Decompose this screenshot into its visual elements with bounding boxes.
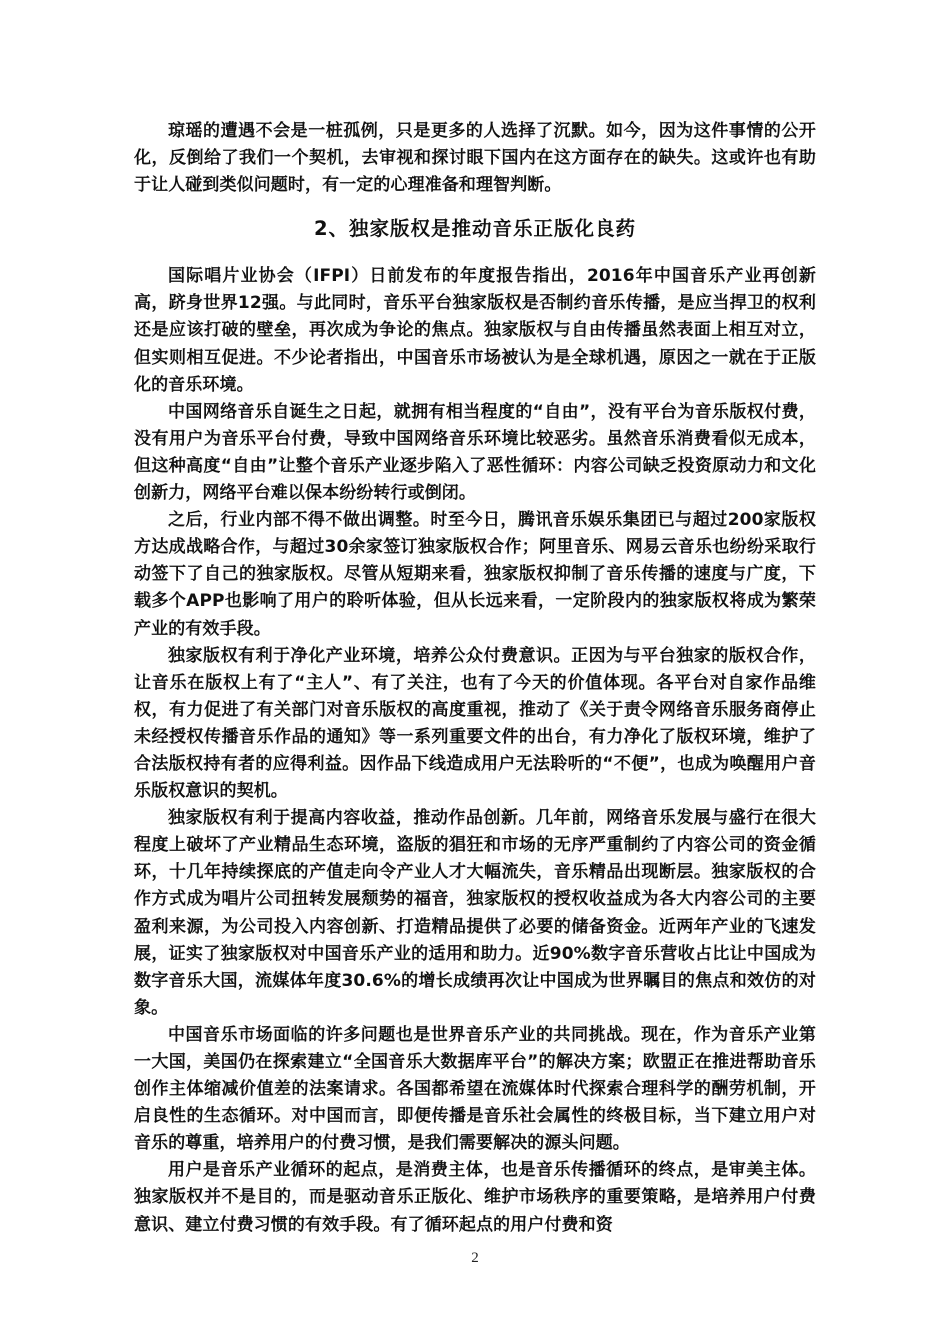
document-page: [134, 118, 816, 1239]
body-paragraph-2: 中国网络音乐自诞生之日起，就拥有相当程度的“自由”，没有平台为音乐版权付费，没有用户为音乐平台付费，导致中国网络音乐环境比较恶劣。虽然音乐消费看似无成本，但这种高度“自由”让整个音乐产业逐步陷入了恶性循环：内容公司缺乏投资原动力和文化创新力，网络平台难以保本纷纷转行或倒闭。: [134, 401, 816, 504]
body-paragraph-1: 国际唱片业协会（IFPI）日前发布的年度报告指出，2016年中国音乐产业再创新高，跻身世界12强。与此同时，音乐平台独家版权是否制约音乐传播，是应当捍卫的权利还是应该打破的壁垒，再次成为争论的焦点。独家版权与自由传播虽然表面上相互对立，但实则相互促进。不少论者指出，中国音乐市场被认为是全球机遇，原因之一就在于正版化的音乐环境。: [134, 266, 816, 395]
body-paragraph-4: 独家版权有利于净化产业环境，培养公众付费意识。正因为与平台独家的版权合作，让音乐在版权上有了“主人”、有了关注，也有了今天的价值体现。各平台对自家作品维权，有力促进了有关部门对音乐版权的高度重视，推动了《关于责令网络音乐服务商停止未经授权传播音乐作品的通知》等一系列重要文件的出台，有力净化了版权环境，维护了合法版权持有者的应得利益。因作品下线造成用户无法聆听的“不便”，也成为唤醒用户音乐版权意识的契机。: [134, 645, 816, 802]
body-paragraph-3: 之后，行业内部不得不做出调整。时至今日，腾讯音乐娱乐集团已与超过200家版权方达成战略合作，与超过30余家签订独家版权合作；阿里音乐、网易云音乐也纷纷采取行动签下了自己的独家版权。尽管从短期来看，独家版权抑制了音乐传播的速度与广度，下载多个APP也影响了用户的聆听体验，但从长远来看，一定阶段内的独家版权将成为繁荣产业的有效手段。: [134, 510, 816, 639]
intro-paragraph: 琼瑶的遭遇不会是一桩孤例，只是更多的人选择了沉默。如今，因为这件事情的公开化，反倒给了我们一个契机，去审视和探讨眼下国内在这方面存在的缺失。这或许也有助于让人碰到类似问题时，有一定的心理准备和理智判断。: [134, 121, 816, 196]
page-number: 2: [471, 1250, 479, 1266]
body-paragraph-6: 中国音乐市场面临的许多问题也是世界音乐产业的共同挑战。现在，作为音乐产业第一大国，美国仍在探索建立“全国音乐大数据库平台”的解决方案；欧盟正在推进帮助音乐创作主体缩减价值差的法案请求。各国都希望在流媒体时代探索合理科学的酬劳机制，开启良性的生态循环。对中国而言，即便传播是音乐社会属性的终极目标，当下建立用户对音乐的尊重，培养用户的付费习惯，是我们需要解决的源头问题。: [134, 1024, 816, 1154]
body-paragraph-5: 独家版权有利于提高内容收益，推动作品创新。几年前，网络音乐发展与盛行在很大程度上破坏了产业精品生态环境，盗版的猖狂和市场的无序严重制约了内容公司的资金循环，十几年持续探底的产值走向令产业人才大幅流失，音乐精品出现断层。独家版权的合作方式成为唱片公司扭转发展颓势的福音，独家版权的授权收益成为各大内容公司的主要盈利来源，为公司投入内容创新、打造精品提供了必要的储备资金。近两年产业的飞速发展，证实了独家版权对中国音乐产业的适用和助力。近90%数字音乐营收占比让中国成为数字音乐大国，流媒体年度30.6%的增长成绩再次让中国成为世界瞩目的焦点和效仿的对象。: [134, 808, 816, 1018]
section-heading: 2、独家版权是推动音乐正版化良药: [313, 217, 637, 241]
body-paragraph-7: 用户是音乐产业循环的起点，是消费主体，也是音乐传播循环的终点，是审美主体。独家版权并不是目的，而是驱动音乐正版化、维护市场秩序的重要策略，是培养用户付费意识、建立付费习惯的有效手段。有了循环起点的用户付费和资: [134, 1160, 816, 1235]
